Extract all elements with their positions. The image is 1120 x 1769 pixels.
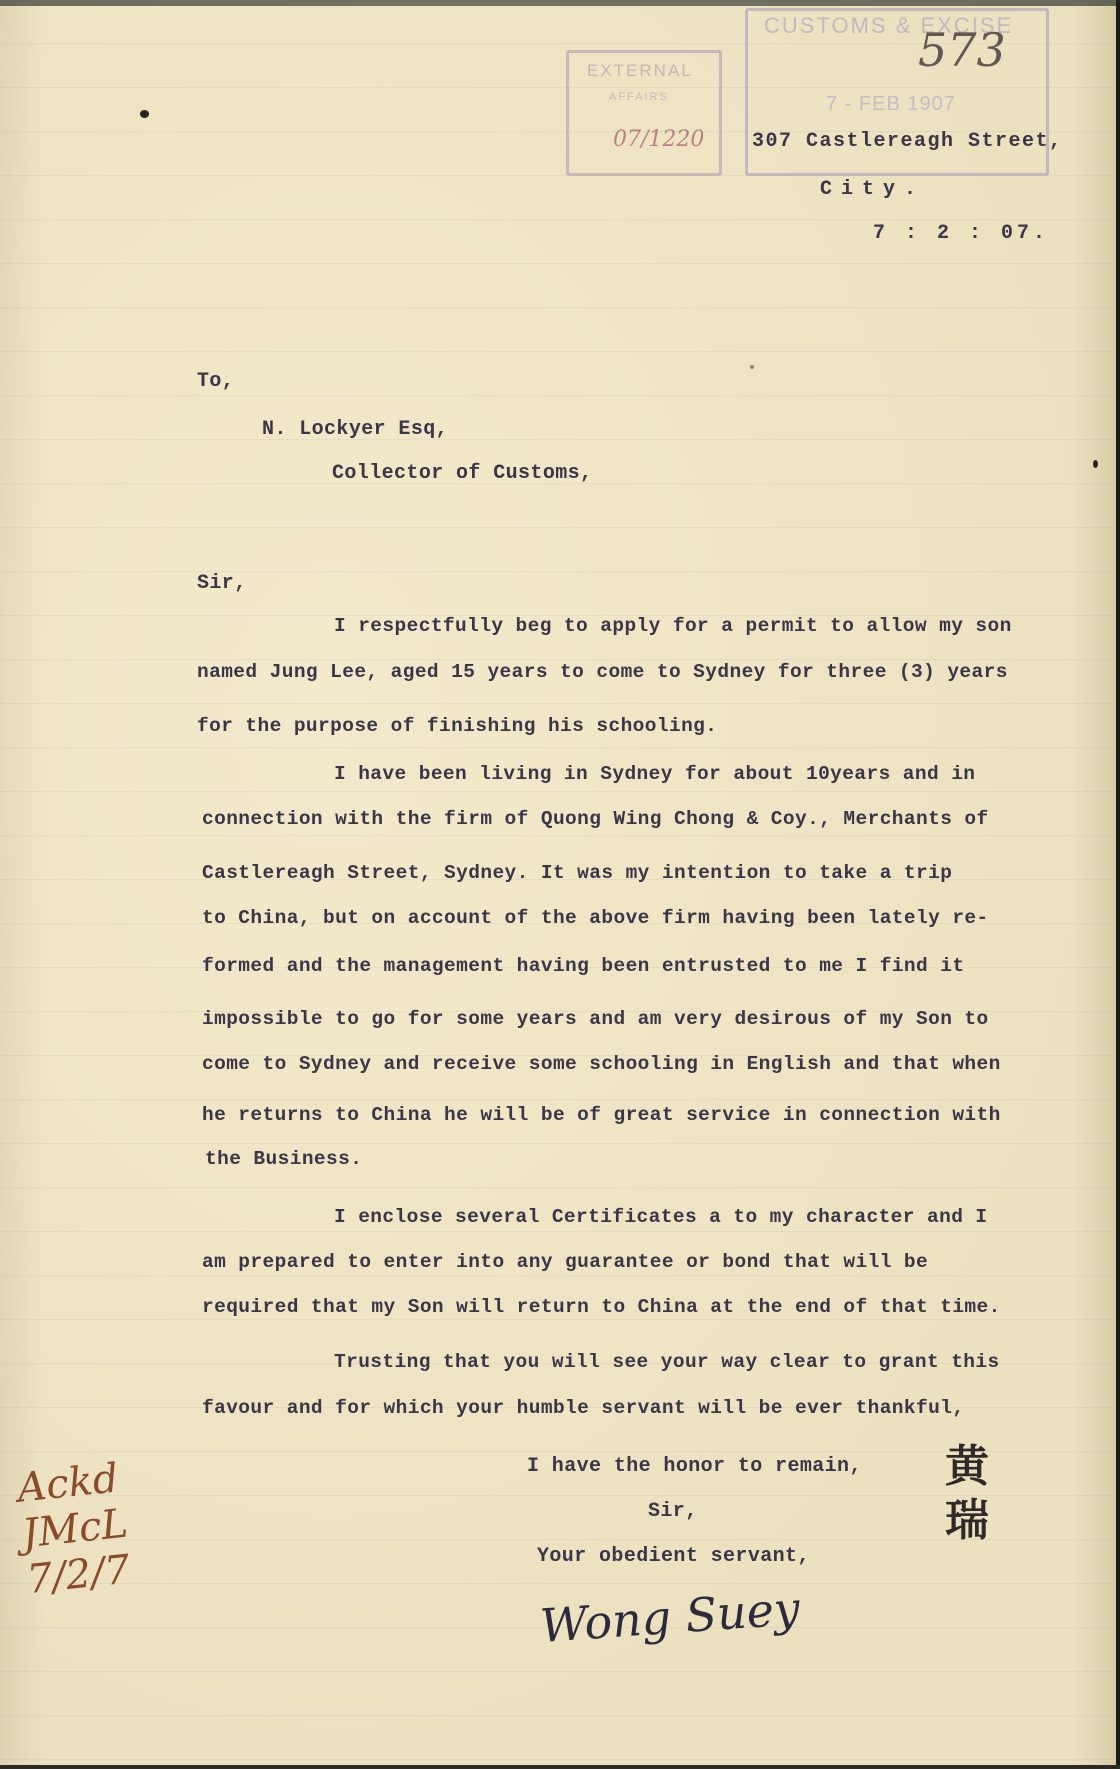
recipient-title: Collector of Customs,: [332, 462, 593, 485]
body-line: am prepared to enter into any guarantee or bond that will be: [202, 1251, 929, 1273]
ink-speck: [1093, 460, 1098, 468]
customs-stamp-number: 573: [918, 23, 1006, 77]
address-street: 307 Castlereagh Street,: [752, 130, 1063, 153]
margin-acknowledgement-note: [15, 1455, 135, 1603]
external-stamp-sub: AFFAIRS: [609, 91, 669, 103]
closing-sir: Sir,: [648, 1500, 698, 1523]
customs-stamp-label: CUSTOMS & EXCISE: [764, 13, 1014, 38]
letter-date: 7 : 2 : 07.: [873, 222, 1050, 245]
body-line: Trusting that you will see your way clear to grant this: [334, 1351, 1000, 1373]
body-line: I respectfully beg to apply for a permit to allow my son: [334, 615, 1012, 637]
address-city: City.: [820, 178, 926, 201]
body-line: impossible to go for some years and am very desirous of my Son to: [202, 1008, 989, 1030]
body-line: formed and the management having been entrusted to me I find it: [202, 955, 965, 977]
body-line: favour and for which your humble servant will be ever thankful,: [202, 1397, 965, 1419]
page-top-edge: [0, 0, 1116, 6]
body-line: named Jung Lee, aged 15 years to come to Sydney for three (3) years: [197, 661, 1008, 683]
body-line: he returns to China he will be of great service in connection with: [202, 1104, 1001, 1126]
body-line: come to Sydney and receive some schooling in English and that when: [202, 1053, 1001, 1075]
customs-stamp-date: 7 - FEB 1907: [826, 93, 956, 115]
body-line: connection with the firm of Quong Wing Chong & Coy., Merchants of: [202, 808, 989, 830]
body-line: Castlereagh Street, Sydney. It was my intention to take a trip: [202, 862, 953, 884]
chinese-char-1: 黄: [945, 1441, 989, 1492]
body-line: the Business.: [205, 1148, 363, 1170]
salutation: Sir,: [197, 572, 247, 595]
ink-speck: [140, 110, 149, 118]
margin-note-line: 7/2/7: [24, 1546, 133, 1604]
external-affairs-stamp: [566, 50, 722, 176]
body-line: for the purpose of finishing his schooling.: [197, 715, 718, 737]
body-line: I enclose several Certificates a to my character and I: [334, 1206, 988, 1228]
margin-note-line: JMcL: [19, 1500, 131, 1558]
external-stamp-number: 07/1220: [613, 127, 705, 152]
body-line: to China, but on account of the above firm having been lately re-: [202, 907, 989, 929]
to-label: To,: [197, 370, 235, 393]
closing-line: I have the honor to remain,: [527, 1455, 862, 1478]
margin-note-line: Ackd: [15, 1455, 121, 1512]
body-line: required that my Son will return to China at the end of that time.: [202, 1296, 1001, 1318]
ink-speck: [750, 365, 754, 369]
chinese-char-2: 瑞: [945, 1495, 989, 1546]
closing-servant: Your obedient servant,: [537, 1545, 810, 1568]
chinese-name-seal: [945, 1440, 989, 1548]
handwritten-signature: Wong Suey: [538, 1581, 802, 1653]
external-stamp-label: EXTERNAL: [587, 61, 693, 80]
body-line: I have been living in Sydney for about 10years and in: [334, 763, 976, 785]
recipient-name: N. Lockyer Esq,: [262, 418, 449, 441]
